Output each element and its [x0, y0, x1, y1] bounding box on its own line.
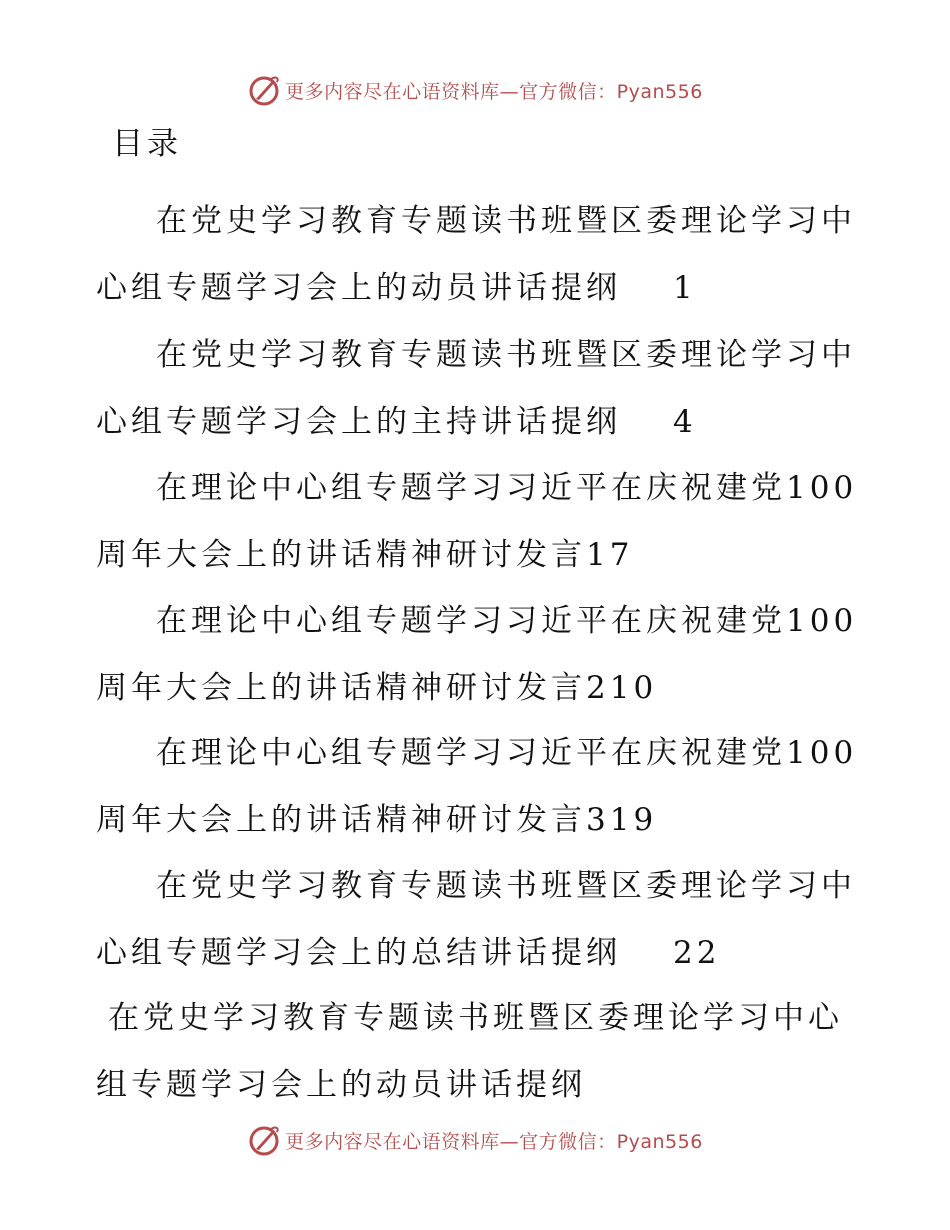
quill-logo-icon — [247, 73, 281, 107]
toc-entry — [96, 720, 858, 854]
toc-entry-line: 在党史学习教育专题读书班暨区委理论学习中 — [156, 337, 856, 373]
toc-entry — [96, 455, 858, 589]
toc-entry-line: 在理论中心组专题学习习近平在庆祝建党100 — [156, 603, 858, 639]
watermark-wechat-id: Pyan556 — [616, 80, 703, 103]
toc-entry-line: 心组专题学习会上的主持讲话提纲 4 — [96, 389, 841, 456]
watermark-text: 更多内容尽在心语资料库—官方微信：Pyan556 — [285, 1130, 703, 1153]
toc-entry-line: 心组专题学习会上的总结讲话提纲 22 — [96, 920, 841, 987]
header-watermark — [0, 70, 950, 110]
toc-entry — [96, 322, 856, 456]
toc-entry-line: 心组专题学习会上的动员讲话提纲 1 — [96, 255, 841, 322]
toc-entry-line: 周年大会上的讲话精神研讨发言319 — [96, 802, 658, 838]
toc-entry-line: 周年大会上的讲话精神研讨发言210 — [96, 670, 658, 706]
toc-entry-line: 在党史学习教育专题读书班暨区委理论学习中 — [156, 203, 856, 239]
toc-title: 目录 — [112, 126, 182, 162]
toc-entry — [96, 188, 856, 322]
toc-page-number: 1 — [673, 270, 697, 306]
toc-entry-line: 周年大会上的讲话精神研讨发言17 — [96, 537, 634, 573]
section-heading — [96, 985, 841, 1119]
toc-page-number: 4 — [673, 404, 697, 440]
toc-entry-line: 在理论中心组专题学习习近平在庆祝建党100 — [156, 735, 858, 771]
toc-page-number: 22 — [673, 935, 721, 971]
toc-entry — [96, 853, 856, 987]
section-heading-line: 组专题学习会上的动员讲话提纲 — [96, 1067, 586, 1103]
quill-logo-icon — [247, 1123, 281, 1157]
watermark-wechat-id: Pyan556 — [616, 1130, 703, 1153]
toc-entry — [96, 588, 858, 722]
footer-watermark — [0, 1120, 950, 1160]
toc-entry-line: 在党史学习教育专题读书班暨区委理论学习中 — [156, 868, 856, 904]
section-heading-line: 在党史学习教育专题读书班暨区委理论学习中心 — [108, 1000, 843, 1036]
toc-entry-line: 在理论中心组专题学习习近平在庆祝建党100 — [156, 470, 858, 506]
watermark-text: 更多内容尽在心语资料库—官方微信：Pyan556 — [285, 80, 703, 103]
